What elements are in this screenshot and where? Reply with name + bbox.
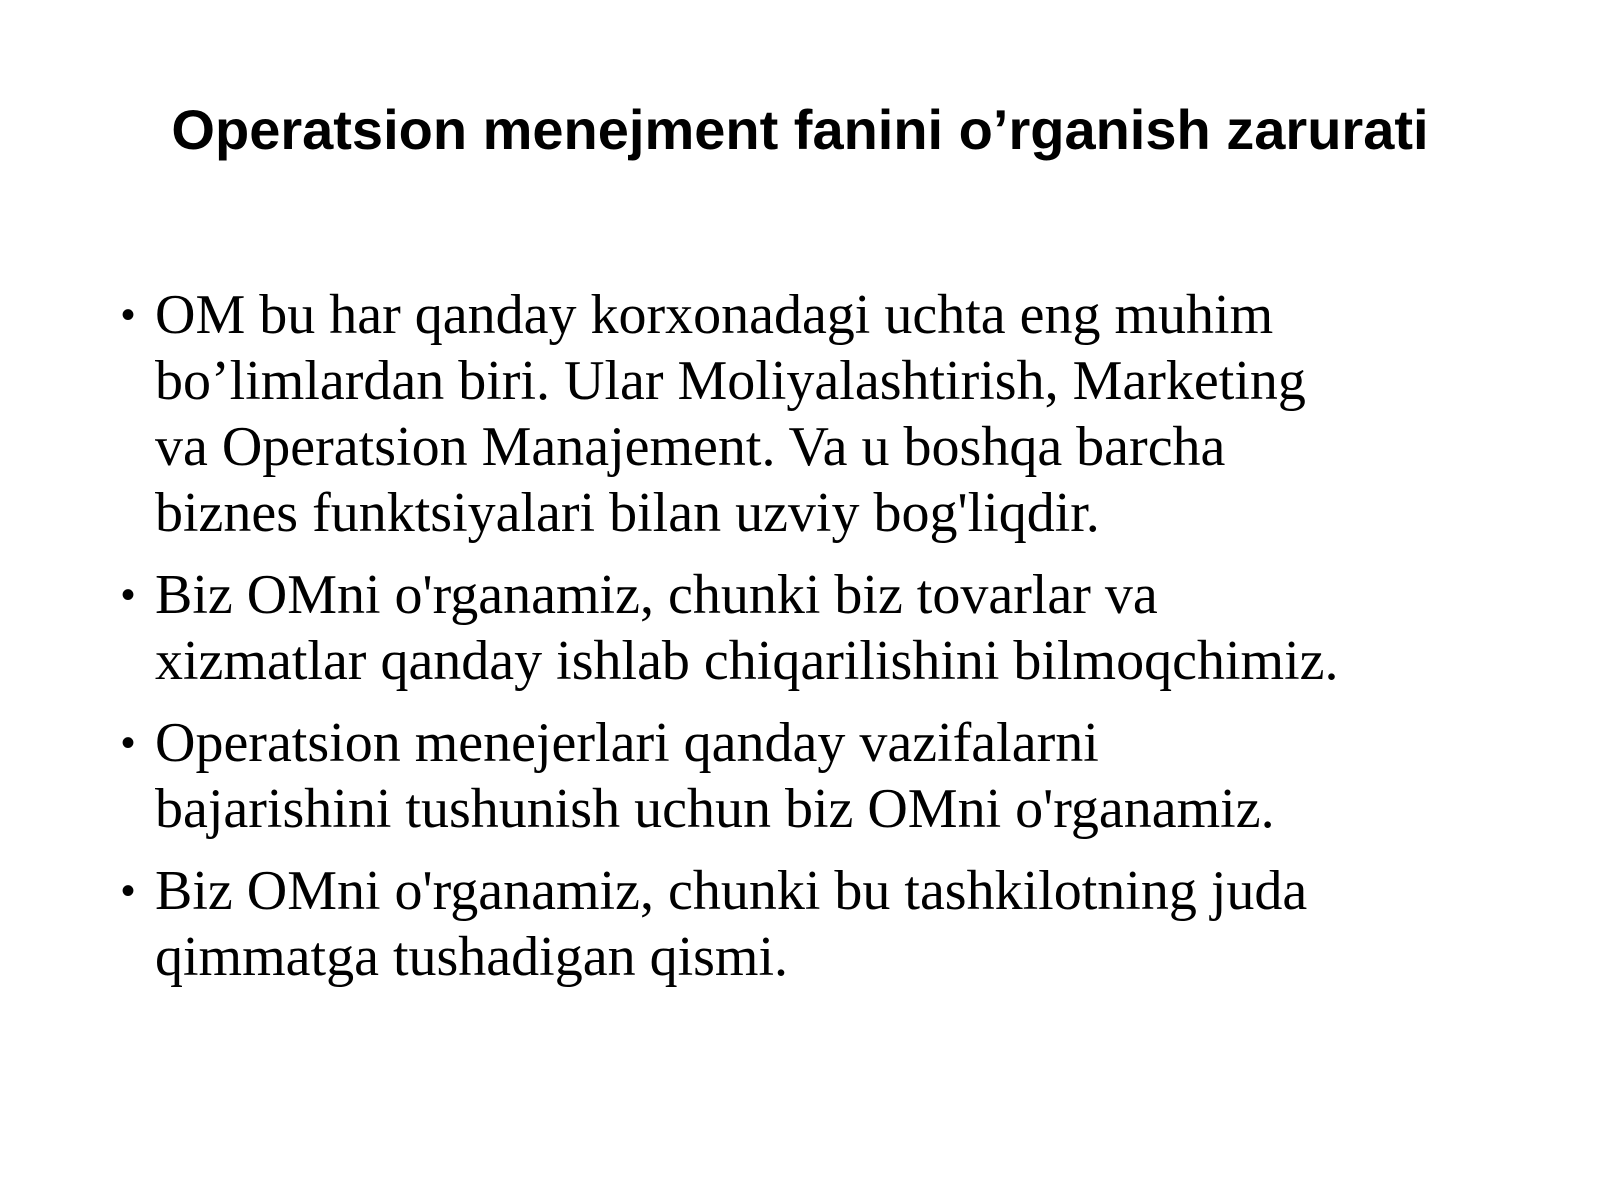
bullet-item-4	[122, 858, 1502, 990]
bullet-1-line-1: OM bu har qanday korxonadagi uchta eng muhim	[155, 284, 1274, 346]
bullet-4-line-2: qimmatga tushadigan qismi.	[155, 926, 789, 988]
bullet-3-line-2: bajarishini tushunish uchun biz OMni o'rganamiz.	[155, 778, 1275, 840]
bullet-2-line-2: xizmatlar qanday ishlab chiqarilishini bilmoqchimiz.	[155, 630, 1339, 692]
bullet-list	[122, 282, 1502, 1006]
bullet-4-line-1: Biz OMni o'rganamiz, chunki bu tashkilotning juda	[155, 860, 1308, 922]
bullet-item-1	[122, 282, 1502, 546]
slide-title: Operatsion menejment fanini o’rganish zarurati	[171, 98, 1429, 161]
bullet-1-line-3: va Operatsion Manajement. Va u boshqa barcha	[155, 416, 1226, 478]
bullet-item-3	[122, 710, 1502, 842]
bullet-1-line-4: biznes funktsiyalari bilan uzviy bog'liqdir.	[155, 482, 1100, 544]
bullet-dot-icon: •	[121, 869, 136, 913]
bullet-2-line-1: Biz OMni o'rganamiz, chunki biz tovarlar va	[155, 564, 1158, 626]
bullet-dot-icon: •	[121, 573, 136, 617]
bullet-1-line-2: bo’limlardan biri. Ular Moliyalashtirish, Marketing	[155, 350, 1306, 412]
bullet-dot-icon: •	[121, 293, 136, 337]
bullet-dot-icon: •	[121, 721, 136, 765]
bullet-3-line-1: Operatsion menejerlari qanday vazifalarni	[155, 712, 1099, 774]
bullet-item-2	[122, 562, 1502, 694]
